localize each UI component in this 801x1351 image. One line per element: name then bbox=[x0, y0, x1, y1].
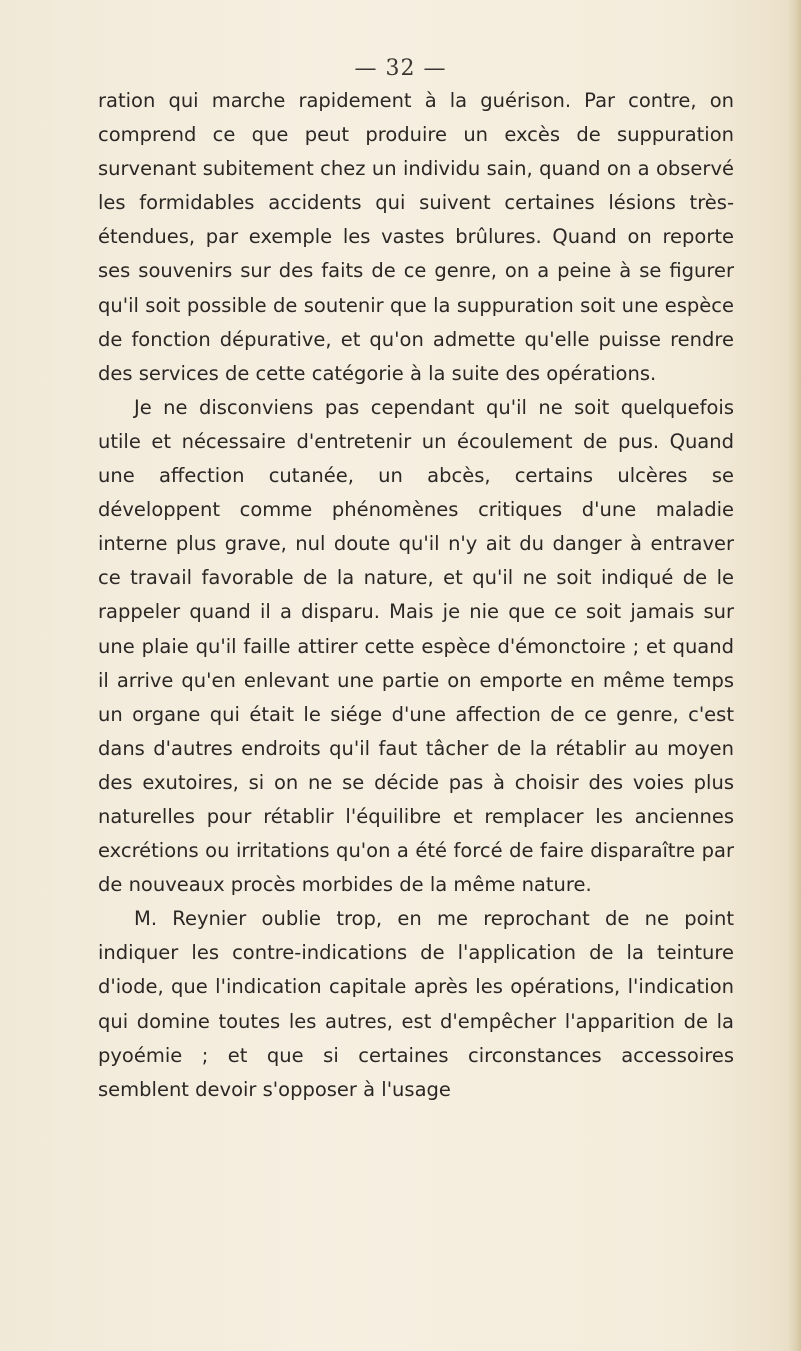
paragraph: M. Reynier oublie trop, en me reprochant de ne point indiquer les contre-indications de l'application de la teinture d'iode, que l'indication capitale après les opérations, l'indication qui domine toutes les autres, est d'empêcher l'apparition de la pyoémie ; et que si certaines circonstances accessoires semblent devoir s'opposer à l'usage bbox=[98, 907, 734, 1101]
page-edge-shadow bbox=[787, 0, 801, 1351]
page-number: — 32 — bbox=[354, 56, 447, 81]
body-text bbox=[98, 84, 734, 1107]
paragraph-continued: ration qui marche rapidement à la guérison. Par contre, on comprend ce que peut produire un excès de suppuration survenant subitement chez un individu sain, quand on a observé les formidables accidents qui suivent certaines lésions très-étendues, par exemple les vastes brûlures. Quand on reporte ses souvenirs sur des faits de ce genre, on a peine à se figurer qu'il soit possible de soutenir que la suppuration soit une espèce de fonction dépurative, et qu'on admette qu'elle puisse rendre des services de cette catégorie à la suite des opérations. bbox=[98, 89, 734, 385]
paragraph: Je ne disconviens pas cependant qu'il ne soit quelquefois utile et nécessaire d'entretenir un écoulement de pus. Quand une affection cutanée, un abcès, certains ulcères se développent comme phénomènes critiques d'une maladie interne plus grave, nul doute qu'il n'y ait du danger à entraver ce travail favorable de la nature, et qu'il ne soit indiqué de le rappeler quand il a disparu. Mais je nie que ce soit jamais sur une plaie qu'il faille attirer cette espèce d'émonctoire ; et quand il arrive qu'en enlevant une partie on emporte en même temps un organe qui était le siége d'une affection de ce genre, c'est dans d'autres endroits qu'il faut tâcher de la rétablir au moyen des exutoires, si on ne se décide pas à choisir des voies plus naturelles pour rétablir l'équilibre et remplacer les anciennes excrétions ou irritations qu'on a été forcé de faire disparaître par de nouveaux procès morbides de la même nature. bbox=[98, 395, 734, 897]
